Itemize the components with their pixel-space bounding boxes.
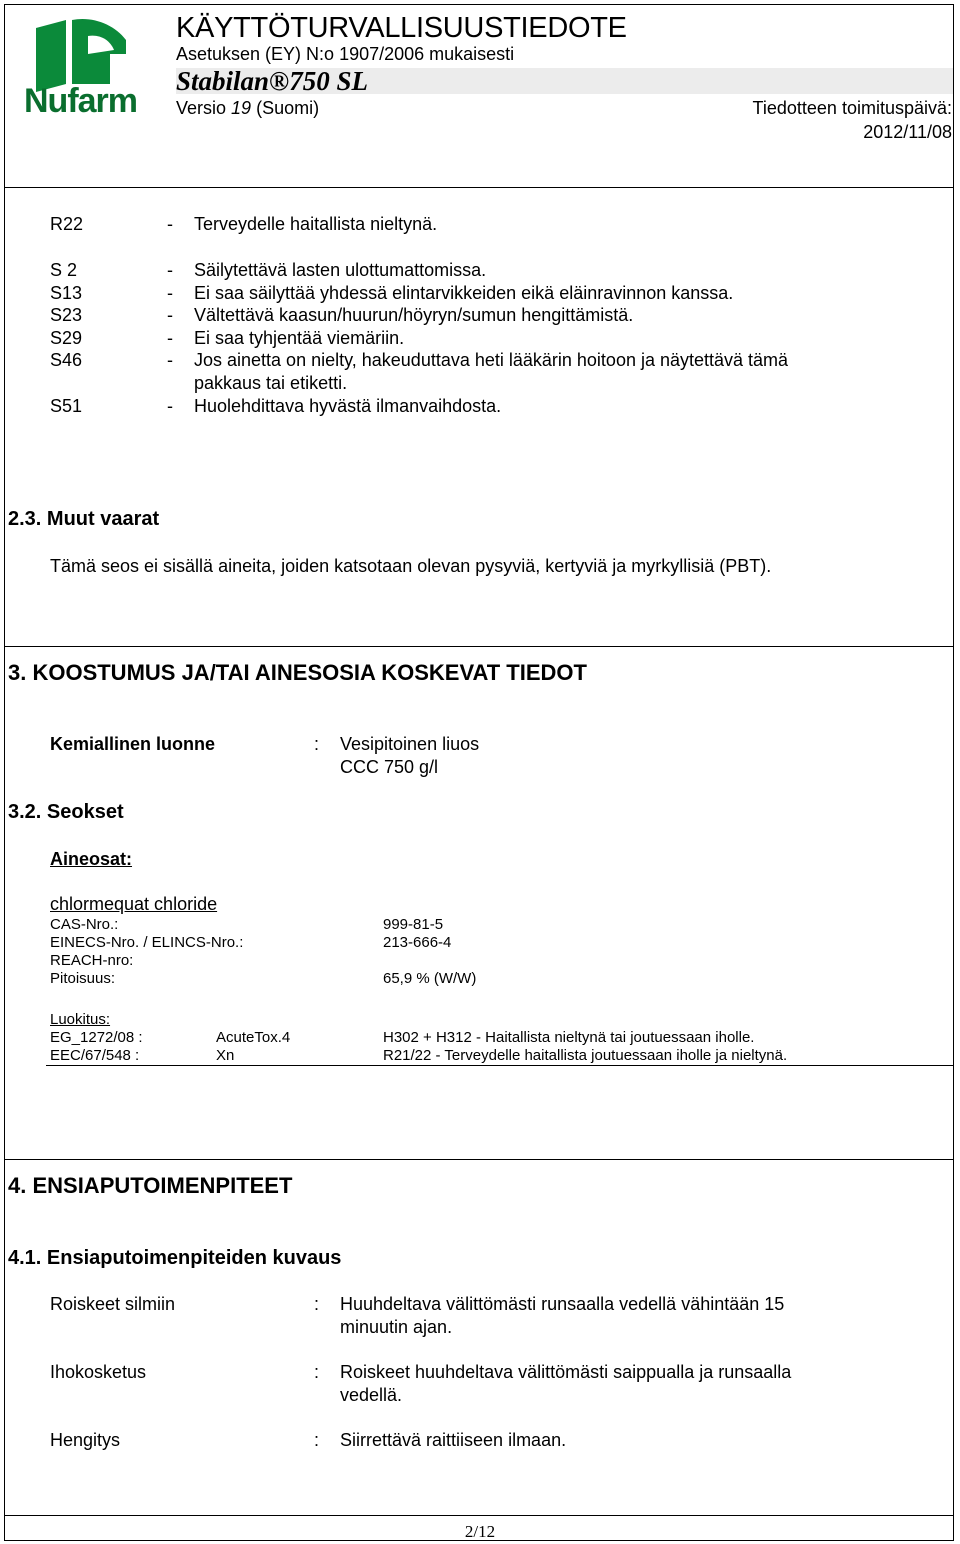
section-3-2-heading: 3.2. Seokset [8, 801, 124, 823]
footer-divider [5, 1515, 954, 1516]
first-aid-text: Huuhdeltava välittömästi runsaalla vedellä vähintään 15 [340, 1294, 785, 1314]
einecs-value: 213-666-4 [383, 934, 452, 951]
phrase-dash: - [167, 283, 173, 303]
section-2-3-text: Tämä seos ei sisällä aineita, joiden katsotaan olevan pysyviä, kertyviä ja myrkyllisiä (PBT). [50, 556, 772, 576]
first-aid-colon: : [314, 1294, 320, 1314]
chemical-nature-value-2: CCC 750 g/l [340, 757, 439, 777]
section-4-heading: 4. ENSIAPUTOIMENPITEET [8, 1173, 293, 1198]
chemical-nature-value: Vesipitoinen liuos [340, 734, 480, 754]
first-aid-text-continued: vedellä. [340, 1385, 403, 1405]
phrase-dash: - [167, 214, 173, 234]
section-divider [5, 646, 954, 647]
chemical-nature-label: Kemiallinen luonne [50, 734, 216, 754]
version-line [176, 98, 319, 119]
section-divider [5, 1159, 954, 1160]
logo-wordmark: Nufarm [24, 82, 138, 120]
phrase-text: Vältettävä kaasun/huurun/höyryn/sumun hengittämistä. [194, 305, 634, 325]
phrase-code: S46 [50, 350, 83, 370]
classification-label: Luokitus: [50, 1011, 111, 1028]
classification-regulation: EG_1272/08 : [50, 1029, 143, 1046]
phrase-dash: - [167, 328, 173, 348]
section-3-heading: 3. KOOSTUMUS JA/TAI AINESOSIA KOSKEVAT TIEDOT [8, 660, 587, 685]
first-aid-text: Siirrettävä raittiiseen ilmaan. [340, 1430, 567, 1450]
classification-category: AcuteTox.4 [216, 1029, 291, 1046]
ingredient-name: chlormequat chloride [50, 894, 218, 914]
issue-date: 2012/11/08 [863, 122, 952, 142]
section-2-3-heading: 2.3. Muut vaarat [8, 508, 160, 530]
version-label: Versio [176, 98, 227, 118]
phrase-text: Terveydelle haitallista nieltynä. [194, 214, 438, 234]
chemical-nature-colon: : [314, 734, 320, 754]
phrase-code: S51 [50, 396, 83, 416]
first-aid-colon: : [314, 1430, 320, 1450]
first-aid-label: Roiskeet silmiin [50, 1294, 176, 1314]
phrase-code: S13 [50, 283, 83, 303]
version-number: 19 [231, 98, 252, 118]
ingredient-divider [46, 1065, 954, 1066]
phrase-dash: - [167, 305, 173, 325]
ingredients-label: Aineosat: [50, 849, 133, 869]
concentration-value: 65,9 % (W/W) [383, 970, 477, 987]
cas-label: CAS-Nro.: [50, 916, 119, 933]
phrase-text: Jos ainetta on nielty, hakeuduttava heti lääkärin hoitoon ja näytettävä tämä [194, 350, 789, 370]
phrase-text: Huolehdittava hyvästä ilmanvaihdosta. [194, 396, 502, 416]
reach-label: REACH-nro: [50, 952, 134, 969]
first-aid-text: Roiskeet huuhdeltava välittömästi saippualla ja runsaalla [340, 1362, 792, 1382]
phrase-text: Ei saa säilyttää yhdessä elintarvikkeiden eikä eläinravinnon kanssa. [194, 283, 734, 303]
first-aid-label: Ihokosketus [50, 1362, 147, 1382]
nufarm-logo [22, 14, 152, 118]
phrase-text: Säilytettävä lasten ulottumattomissa. [194, 260, 487, 280]
classification-regulation: EEC/67/548 : [50, 1047, 140, 1064]
phrase-code: S29 [50, 328, 83, 348]
issue-date-label: Tiedotteen toimituspäivä: [752, 98, 952, 118]
header-divider [5, 187, 954, 188]
phrase-code: R22 [50, 214, 84, 234]
cas-value: 999-81-5 [383, 916, 444, 933]
phrase-code: S 2 [50, 260, 78, 280]
first-aid-text-continued: minuutin ajan. [340, 1317, 453, 1337]
document-title: KÄYTTÖTURVALLISUUSTIEDOTE [176, 12, 627, 44]
section-4-1-heading: 4.1. Ensiaputoimenpiteiden kuvaus [8, 1247, 342, 1269]
phrase-dash: - [167, 396, 173, 416]
page-number: 2/12 [464, 1522, 496, 1541]
first-aid-label: Hengitys [50, 1430, 121, 1450]
regulation-line: Asetuksen (EY) N:o 1907/2006 mukaisesti [176, 44, 515, 64]
einecs-label: EINECS-Nro. / ELINCS-Nro.: [50, 934, 244, 951]
phrase-text-continued: pakkaus tai etiketti. [194, 373, 348, 393]
phrase-dash: - [167, 350, 173, 370]
classification-phrase: H302 + H312 - Haitallista nieltynä tai joutuessaan iholle. [383, 1029, 755, 1046]
version-language: (Suomi) [256, 98, 320, 118]
concentration-label: Pitoisuus: [50, 970, 116, 987]
phrase-dash: - [167, 260, 173, 280]
classification-category: Xn [216, 1047, 235, 1064]
phrase-code: S23 [50, 305, 83, 325]
first-aid-colon: : [314, 1362, 320, 1382]
classification-phrase: R21/22 - Terveydelle haitallista joutuessaan iholle ja nieltynä. [383, 1047, 788, 1064]
product-name: Stabilan®750 SL [176, 66, 368, 96]
phrase-text: Ei saa tyhjentää viemäriin. [194, 328, 405, 348]
